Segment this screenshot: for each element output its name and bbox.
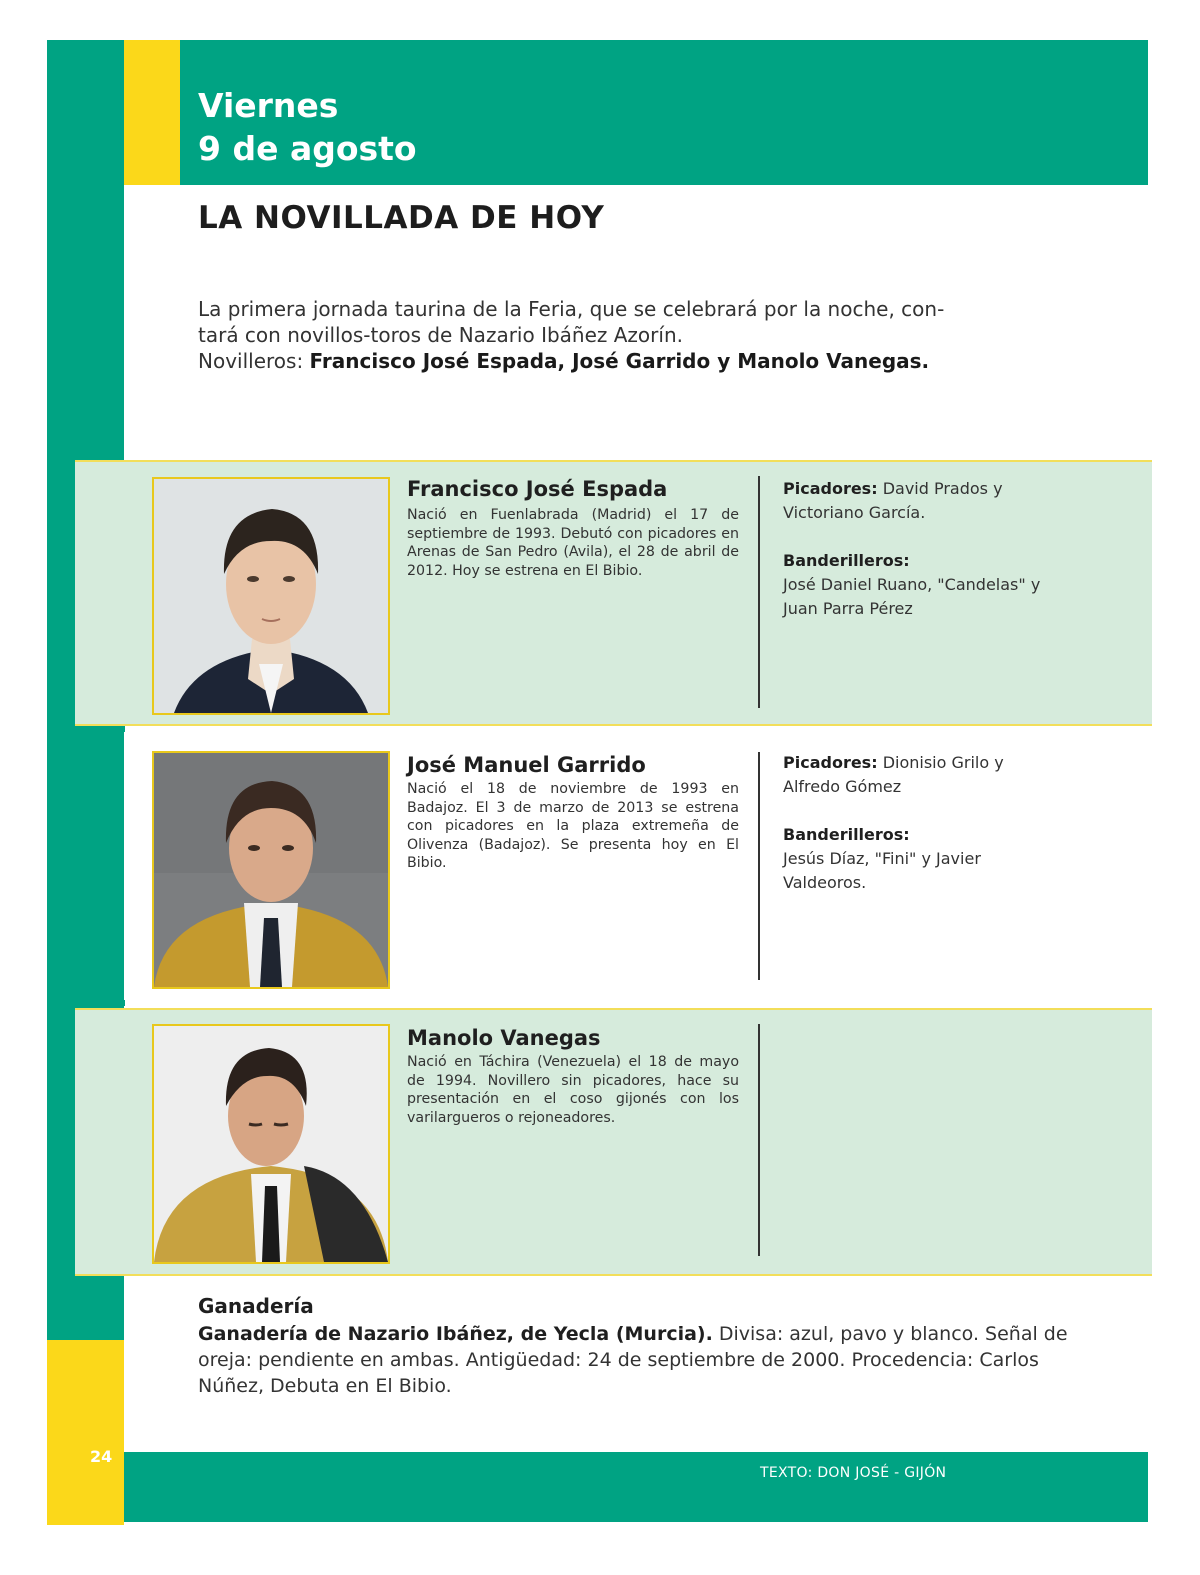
portrait-image [154,1026,388,1262]
picadores-label: Picadores: [783,479,878,498]
ganaderia-text [198,1321,1098,1399]
ganaderia-bold: Ganadería de Nazario Ibáñez, de Yecla (Murcia). [198,1323,713,1345]
text-credit: TEXTO: DON JOSÉ - GIJÓN [760,1465,947,1481]
divider-strip [75,726,125,732]
ganaderia-section [198,1293,1098,1399]
portrait-image [154,479,388,713]
novilleros-names: Francisco José Espada, José Garrido y Manolo Vanegas. [309,349,930,373]
page-title: LA NOVILLADA DE HOY [198,200,605,236]
header-day: Viernes [198,86,339,125]
torero-name: Manolo Vanegas [407,1026,601,1050]
torero-bio: Nació en Táchira (Venezuela) el 18 de mayo de 1994. Novillero sin picadores, hace su presentación en el coso gijonés con los varilargueros o rejoneadores. [407,1054,739,1126]
footer-yellow-accent [47,1340,124,1525]
column-divider [758,476,760,708]
picadores-label: Picadores: [783,753,878,772]
footer-band [124,1452,1148,1522]
novilleros-label: Novilleros: [198,349,310,373]
page-number: 24 [90,1447,113,1466]
ganaderia-details: Divisa: azul, pavo y blanco. Señal de oreja: pendiente en ambas. Antigüedad: 24 de septiembre de 2000. Procedencia: Carlos Núñez, Debuta en El Bibio. [198,1323,1068,1397]
picadores-line [783,477,1053,525]
banderilleros-label: Banderilleros: [783,551,910,570]
column-divider [758,752,760,980]
torero-photo-espada [152,477,390,715]
torero-name: José Manuel Garrido [407,753,646,777]
column-divider [758,1024,760,1256]
torero-photo-vanegas [152,1024,390,1264]
intro-line-2: tará con novillos-toros de Nazario Ibáñez Azorín. [198,323,683,347]
banderilleros-label: Banderilleros: [783,825,910,844]
intro-line-1: La primera jornada taurina de la Feria, que se celebrará por la noche, con- [198,297,945,321]
intro-paragraph [198,296,1078,374]
torero-bio: Nació en Fuenlabrada (Madrid) el 17 de septiembre de 1993. Debutó con picadores en Arenas de San Pedro (Avila), el 28 de abril de 2012. Hoy se estrena en El Bibio. [407,507,739,579]
header-date: 9 de agosto [198,129,417,168]
intro-novilleros [198,348,1078,374]
header-yellow-accent [124,40,180,185]
cuadrilla-info [783,477,1053,621]
torero-bio: Nació el 18 de noviembre de 1993 en Badajoz. El 3 de marzo de 2013 se estrena con picadores en la plaza extremeña de Olivenza (Badajoz). Se presenta hoy en El Bibio. [407,781,739,871]
torero-name: Francisco José Espada [407,477,668,501]
picadores-line [783,751,1053,799]
banderilleros-names: Jesús Díaz, "Fini" y Javier Valdeoros. [783,849,981,892]
left-green-bar [47,40,124,1525]
divider-strip [75,1000,125,1006]
banderilleros-names: José Daniel Ruano, "Candelas" y Juan Parra Pérez [783,575,1041,618]
picadores-names: David Prados y Victoriano García. [783,479,1003,522]
portrait-image [154,753,388,987]
ganaderia-heading: Ganadería [198,1294,314,1318]
cuadrilla-info [783,751,1053,895]
picadores-names: Dionisio Grilo y Alfredo Gómez [783,753,1004,796]
torero-photo-garrido [152,751,390,989]
